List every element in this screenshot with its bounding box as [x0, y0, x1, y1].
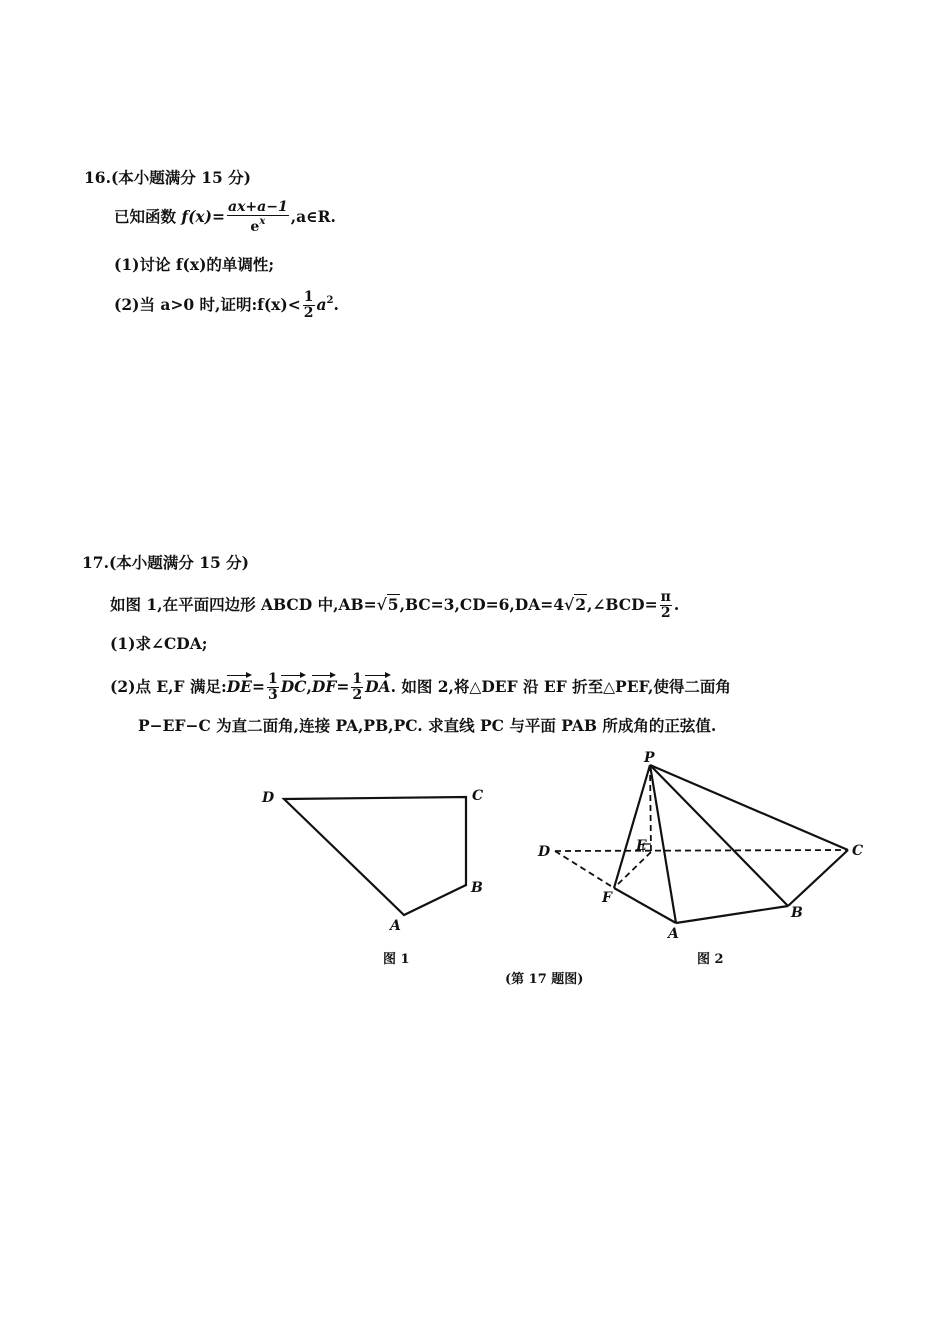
q17-part2 — [110, 672, 731, 704]
q16-part2-end: . — [333, 294, 339, 314]
q16-part2-num: 1 — [303, 289, 314, 305]
q17-figures — [0, 740, 950, 1000]
fig2-label-d: D — [538, 844, 551, 860]
q17-stem — [110, 590, 679, 622]
q17-part2-b: . 如图 2,将△DEF 沿 EF 折至△PEF,使得二面角 — [390, 676, 731, 696]
fig2-edge-fa — [614, 888, 676, 923]
fig2-label-f: F — [602, 890, 612, 906]
q17-vec-dc: DC — [281, 673, 307, 695]
q16-part2-var: a — [316, 294, 327, 314]
q17-vec-da: DA — [365, 673, 390, 695]
q17-part2-a: (2)点 E,F 满足: — [110, 676, 227, 696]
fig2-edge-pe — [650, 765, 651, 852]
q16-func-den-base: e — [250, 219, 260, 236]
fig1-caption: 图 1 — [383, 952, 410, 967]
fig2-label-e: E — [636, 838, 647, 854]
fig2-label-a: A — [668, 926, 679, 942]
q17-frac1-den: 3 — [267, 687, 278, 704]
fig1-quadrilateral — [284, 797, 466, 915]
q17-sqrt5: √5 — [376, 594, 399, 614]
q17-frac2 — [351, 672, 363, 704]
q17-stem-end: . — [673, 594, 680, 614]
fig2-edge-ab — [676, 906, 788, 923]
fig2-edge-pc — [650, 765, 848, 850]
q16-stem — [114, 200, 336, 236]
q16-part1: (1)讨论 f(x)的单调性; — [114, 255, 275, 274]
q16-part2-exp: 2 — [326, 294, 334, 306]
fig1-label-a: A — [390, 918, 401, 934]
q17-pi-fraction — [660, 590, 672, 622]
q17-stem-c: ,∠BCD= — [587, 594, 658, 614]
q16-header: 16.(本小题满分 15 分) — [84, 168, 251, 187]
q17-part1: (1)求∠CDA; — [110, 634, 208, 653]
fig2-edge-dc — [555, 850, 848, 851]
q17-stem-a: 如图 1,在平面四边形 ABCD 中,AB= — [110, 594, 377, 614]
q16-func-lhs: f(x)= — [181, 206, 225, 226]
q17-frac2-den: 2 — [352, 687, 363, 704]
q17-part2-cont: P−EF−C 为直二面角,连接 PA,PB,PC. 求直线 PC 与平面 PAB 所成角的正弦值. — [138, 716, 717, 735]
q17-eq1: = — [251, 676, 265, 696]
q16-stem-prefix: 已知函数 — [114, 206, 177, 226]
q17-vec-df: DF — [312, 673, 336, 695]
q17-frac2-num: 1 — [352, 671, 363, 687]
q17-comma: , — [306, 676, 312, 696]
q17-vec-de: DE — [227, 673, 252, 695]
fig1-label-d: D — [262, 790, 275, 806]
q17-sqrt5-radicand: 5 — [387, 594, 399, 614]
fig1-label-b: B — [471, 880, 483, 896]
q17-sqrt2-radicand: 2 — [575, 594, 587, 614]
q17-two: 2 — [660, 605, 671, 622]
fig2-label-b: B — [791, 905, 803, 921]
q17-sqrt2: √2 — [564, 594, 587, 614]
fig1-label-c: C — [472, 788, 484, 804]
q17-stem-b: ,BC=3,CD=6,DA=4 — [399, 594, 565, 614]
fig2-edge-df — [555, 851, 614, 888]
q16-part2-prefix: (2)当 a>0 时,证明:f(x)< — [114, 294, 301, 314]
fig2-label-p: P — [644, 750, 655, 766]
q16-part2 — [114, 290, 339, 322]
q16-func-den-exp: x — [259, 216, 266, 228]
q17-header: 17.(本小题满分 15 分) — [82, 553, 249, 572]
q16-func-numerator: ax+a−1 — [228, 199, 288, 215]
q16-stem-suffix: ,a∈R. — [290, 206, 336, 226]
q16-func-fraction — [227, 200, 289, 236]
q17-frac1-num: 1 — [267, 671, 278, 687]
figure-1 — [261, 788, 483, 934]
fig2-edge-bc — [788, 850, 848, 906]
q17-pi: π — [660, 589, 671, 605]
fig2-caption: 图 2 — [697, 952, 724, 967]
q16-part2-den: 2 — [303, 305, 314, 322]
q16-func-denominator — [227, 215, 289, 235]
q17-frac1 — [267, 672, 279, 704]
fig2-label-c: C — [852, 843, 864, 859]
q16-part2-fraction — [303, 290, 315, 322]
figure-2 — [537, 750, 863, 942]
q17-eq2: = — [336, 676, 350, 696]
figure-caption: (第 17 题图) — [505, 972, 584, 987]
